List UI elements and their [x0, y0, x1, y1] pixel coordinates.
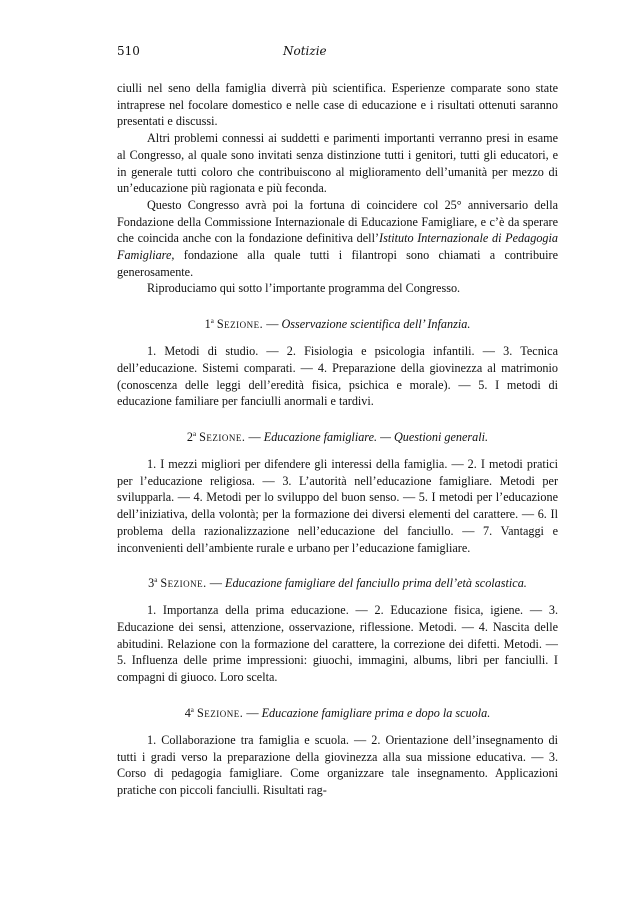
- section-label: Sezione.: [199, 430, 246, 445]
- section-number: 2$^a$: [186, 430, 197, 445]
- section-3: [117, 572, 558, 686]
- running-title: Notizie: [283, 44, 327, 58]
- section-number: 3$^a$: [148, 576, 158, 591]
- section-heading: [117, 313, 558, 332]
- paragraph-anniversary: [117, 197, 558, 281]
- section-1: [117, 313, 558, 410]
- section-4: [117, 702, 558, 799]
- anniversary-text-before: Questo Congresso avrà poi la fortuna di coincidere col 25° anniversario della Fondazione della Commissione Internazionale di Educazione Famigliare, e c’è da sperare che coincida anche con la fondazione definitiva dell’: [117, 197, 558, 246]
- section-heading: [117, 426, 558, 445]
- paragraph-programma: Riproduciamo qui sotto l’importante programma del Congresso.: [147, 281, 461, 296]
- section-text: 1. I mezzi migliori per difendere gli interessi della famiglia. — 2. I metodi pratici per l’educazione religiosa. — 3. L’autorità nell’educazione famigliare. Metodi per svilupparla. — 4. Metodi per lo sviluppo del buon senso. — 5. I metodi per l’educazione dell’iniziativa, della volontà; per la formazione dei diversi elementi del carattere. — 6. Il problema della razionalizzazione nell’educazione del fanciullo. — 7. Vantaggi e inconvenienti dell’ambiente rurale e urbano per l’educazione famigliare.: [117, 457, 558, 555]
- section-label: Sezione.: [160, 576, 207, 591]
- section-heading: [117, 572, 558, 591]
- section-title: Osservazione scientifica dell’ Infanzia.: [281, 317, 471, 332]
- section-dash: —: [243, 705, 262, 720]
- section-label: Sezione.: [196, 705, 244, 720]
- page-header: [117, 44, 558, 64]
- section-2: [117, 426, 558, 556]
- section-title: Educazione famigliare. — Questioni generali.: [263, 430, 489, 445]
- article-body: [117, 80, 558, 799]
- page-number: 510: [117, 44, 140, 58]
- paragraph-continuation: ciulli nel seno della famiglia diverrà più scientifica. Esperienze comparate sono state intraprese nel focolare domestico e nelle case di educazione e i risultati ottenuti saranno presentati e discussi.: [117, 81, 558, 129]
- section-number: 4$^a$: [184, 705, 194, 720]
- section-title: Educazione famigliare prima e dopo la scuola.: [261, 705, 491, 720]
- paragraph-other-problems: Altri problemi connessi ai suddetti e parimenti importanti verranno presi in esame al Congresso, al quale sono invitati senza distinzione tutti i genitori, tutti gli educatori, e in generale tutti coloro che contribuiscono al miglioramento dell’umanità per mezzo di un’educazione più ragionata e più feconda.: [117, 131, 558, 196]
- section-number: 1$^a$: [204, 317, 214, 332]
- anniversary-text-after: fondazione alla quale tutti i filantropi sono chiamati a contribuire generosamente.: [117, 248, 558, 279]
- section-heading: [117, 702, 558, 721]
- section-title: Educazione famigliare del fanciullo prima dell’età scolastica.: [225, 576, 527, 591]
- section-label: Sezione.: [216, 317, 264, 332]
- section-text: 1. Metodi di studio. — 2. Fisiologia e psicologia infantili. — 3. Tecnica dell’educazione. Sistemi comparati. — 4. Preparazione della giovinezza al matrimonio (conoscenza delle leggi dell’eredità fisica, psichica e morale). — 5. I metodi di educazione familiare per fanciulli anormali e tardivi.: [117, 344, 558, 409]
- section-dash: —: [263, 317, 282, 332]
- section-text: 1. Collaborazione tra famiglia e scuola. — 2. Orientazione dell’insegnamento di tutti i gradi verso la preparazione della giovinezza alla sua missione educativa. — 3. Corso di pedagogia famigliare. Come organizzare tale insegnamento. Applicazioni pratiche con piccoli fanciulli. Risultati rag-: [117, 732, 558, 798]
- institute-name: Istituto Internazionale di Pedagogia Famigliare,: [117, 231, 558, 263]
- section-dash: —: [245, 430, 264, 445]
- section-dash: —: [206, 576, 226, 591]
- section-text: 1. Importanza della prima educazione. — 2. Educazione fisica, igiene. — 3. Educazione dei sensi, attenzione, osservazione, riflessione. Metodi. — 4. Nascita delle abitudini. Relazione con la formazione del carattere, la correzione dei difetti. Metodi. — 5. Influenza delle prime impressioni: giuochi, immagini, albums, libri per fanciulli. I compagni di giuoco. Loro scelta.: [117, 603, 558, 685]
